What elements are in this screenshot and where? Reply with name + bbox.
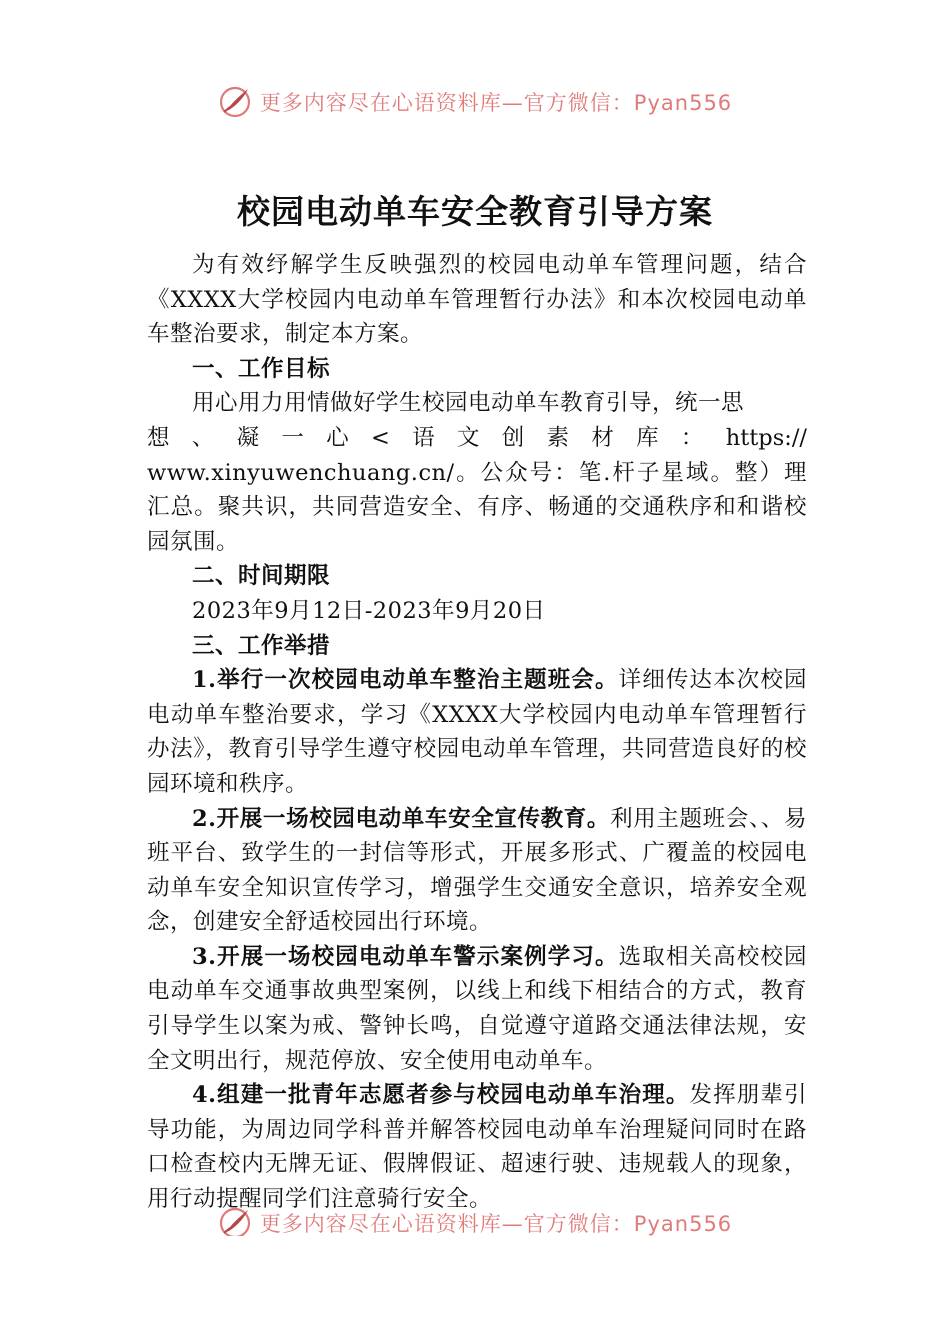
measure-body-2: 利用主题班会、、易班平台、致学生的一封信等形式，开展多形式、广覆盖的校园电动单车安全知识宣传学习，增强学生交通安全意识，培养安全观念，创建安全舒适校园出行环境。 bbox=[147, 805, 807, 936]
section-heading-period: 二、时间期限 bbox=[192, 563, 331, 590]
watermark-banner-top bbox=[0, 82, 950, 122]
intro-paragraph: 为有效纾解学生反映强烈的校园电动单车管理问题，结合《XXXX大学校园内电动单车管理暂行办法》和本次校园电动单车整治要求，制定本方案。 bbox=[147, 252, 807, 348]
measure-body-1: 详细传达本次校园电动单车整治要求，学习《XXXX大学校园内电动单车管理暂行办法》，教育引导学生遵守校园电动单车管理，共同营造良好的校园环境和秩序。 bbox=[147, 667, 807, 797]
section-heading-goals: 一、工作目标 bbox=[192, 355, 331, 382]
measure-paragraph-2 bbox=[147, 802, 807, 940]
watermark-text: 更多内容尽在心语资料库—官方微信：Pyan556 bbox=[259, 91, 733, 115]
goals-paragraph-line2: 想、凝一心<语文创素材库：https:// bbox=[147, 424, 807, 451]
measure-paragraph-4 bbox=[147, 1078, 807, 1216]
quill-circle-icon bbox=[218, 1206, 252, 1236]
watermark-text: 更多内容尽在心语资料库—官方微信：Pyan556 bbox=[259, 1212, 733, 1236]
measure-lead-2: 2.开展一场校园电动单车安全宣传教育。 bbox=[192, 805, 611, 832]
document-title: 校园电动单车安全教育引导方案 bbox=[237, 192, 713, 231]
measure-body-4: 发挥朋辈引导功能，为周边同学科普并解答校园电动单车治理疑问同时在路口检查校内无牌无证、假牌假证、超速行驶、违规载人的现象，用行动提醒同学们注意骑行安全。 bbox=[147, 1082, 807, 1213]
measure-lead-1: 1.举行一次校园电动单车整治主题班会。 bbox=[192, 667, 619, 694]
document-body bbox=[147, 248, 807, 1217]
measure-body-3: 选取相关高校校园电动单车交通事故典型案例，以线上和线下相结合的方式，教育引导学生以案为戒、警钟长鸣，自觉遵守道路交通法律法规，安全文明出行，规范停放、安全使用电动单车。 bbox=[147, 943, 807, 1074]
measure-lead-3: 3.开展一场校园电动单车警示案例学习。 bbox=[192, 943, 619, 970]
measure-lead-4: 4.组建一批青年志愿者参与校园电动单车治理。 bbox=[192, 1082, 690, 1109]
goals-paragraph-rest: www.xinyuwenchuang.cn/。公众号：笔.杆子星域。整）理汇总。聚共识，共同营造安全、有序、畅通的交通秩序和和谐校园氛围。 bbox=[147, 459, 807, 555]
watermark-banner-bottom bbox=[0, 1202, 950, 1236]
section-heading-measures: 三、工作举措 bbox=[192, 632, 331, 659]
quill-circle-icon bbox=[218, 85, 252, 119]
measure-paragraph-3 bbox=[147, 940, 807, 1078]
measure-paragraph-1 bbox=[147, 663, 807, 801]
period-paragraph: 2023年9月12日-2023年9月20日 bbox=[192, 597, 546, 624]
goals-paragraph-line1: 用心用力用情做好学生校园电动单车教育引导，统一思 bbox=[192, 390, 745, 417]
